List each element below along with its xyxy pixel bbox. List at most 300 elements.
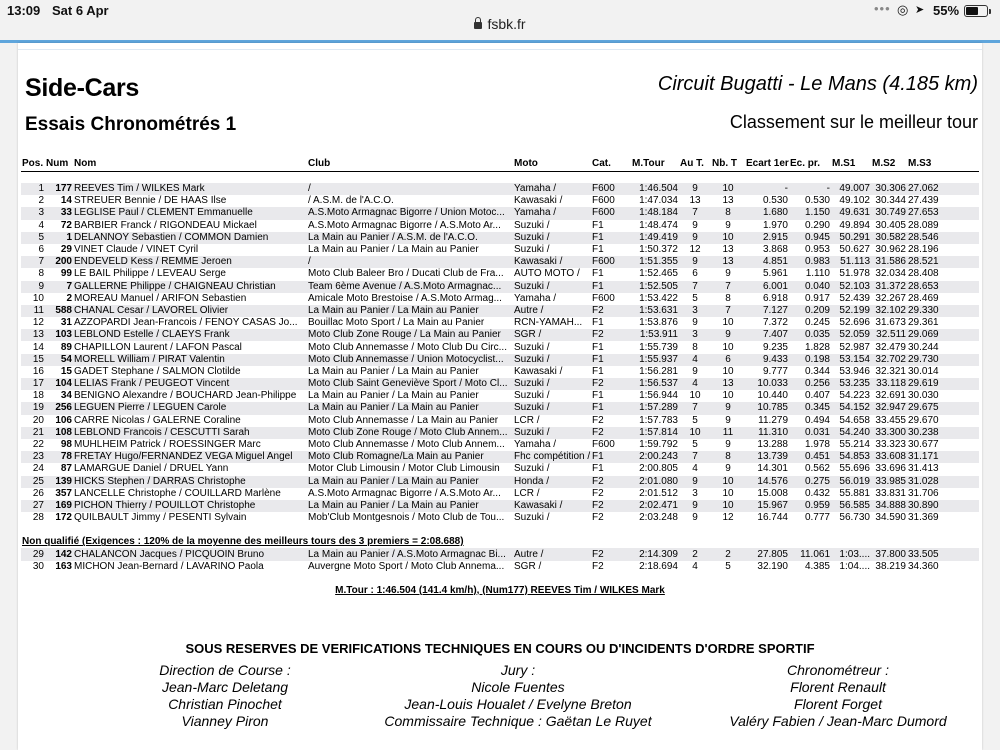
cell-gap-first: - xyxy=(745,183,789,195)
cell-gap-first: 10.785 xyxy=(745,402,789,414)
cell-moto: Suzuki / xyxy=(513,378,591,390)
official-role: Jury : xyxy=(500,662,536,678)
cell-s2: 33.985 xyxy=(871,476,907,488)
cell-gap-first: 5.961 xyxy=(762,268,788,280)
table-row xyxy=(21,390,979,402)
cell-name: LAMARGUE Daniel / DRUEL Yann xyxy=(74,463,229,475)
cell-at-lap: 12 xyxy=(689,244,701,256)
cell-gap-first: 32.190 xyxy=(757,560,788,572)
cell-best-lap: 1:46.504 xyxy=(631,183,679,195)
cell-s1: 56.019 xyxy=(831,476,871,488)
cell-club: Moto Club Annemasse / Union Motocyclist... xyxy=(307,354,513,366)
cell-cat: F1 xyxy=(591,232,631,244)
cell-gap-first: 9.433 xyxy=(745,354,789,366)
cell-at-lap: 9 xyxy=(679,500,711,512)
header-at-lap: Au T. xyxy=(679,157,711,171)
cell-s2: 33.323 xyxy=(875,439,906,451)
cell-pos: 14 xyxy=(32,341,44,353)
jury xyxy=(348,662,688,730)
cell-laps: 10 xyxy=(711,183,745,195)
header-s3: M.S3 xyxy=(907,157,979,171)
cell-num: 87 xyxy=(60,463,72,475)
cell-pos: 23 xyxy=(21,451,45,463)
cell-club: / xyxy=(307,256,513,268)
official-name: Jean-Marc Deletang xyxy=(161,679,289,695)
cell-laps: 13 xyxy=(722,195,734,207)
cell-name: GADET Stephane / SALMON Clotilde xyxy=(74,365,241,377)
cell-name: LEBLOND Estelle / CLAEYS Frank xyxy=(73,329,307,341)
cell-cat: F600 xyxy=(592,195,615,207)
cell-s3: 30.238 xyxy=(907,427,979,439)
cell-best-lap: 1:56.537 xyxy=(631,378,679,390)
cell-s3: 30.030 xyxy=(908,390,939,402)
cell-cat: F1 xyxy=(591,281,631,293)
header-pos: Pos. xyxy=(21,157,45,171)
spacer-row xyxy=(21,524,979,536)
cell-s1: 49.007 xyxy=(831,183,871,195)
cell-cat: F600 xyxy=(591,183,631,195)
cell-num: 200 xyxy=(45,256,73,268)
cell-cat: F600 xyxy=(592,439,615,451)
address-bar[interactable] xyxy=(0,16,1000,38)
cell-laps: 8 xyxy=(711,207,745,219)
cell-s1: 1:03.... xyxy=(831,548,871,560)
cell-best-lap: 1:52.465 xyxy=(639,268,678,280)
cell-club: La Main au Panier / La Main au Panier xyxy=(307,305,513,317)
cell-s2: 30.306 xyxy=(871,183,907,195)
cell-gap-prev: - xyxy=(789,183,831,195)
cell-moto: Autre / xyxy=(513,548,591,560)
cell-cat: F1 xyxy=(592,268,604,280)
cell-num: 256 xyxy=(45,402,73,414)
cell-s3: 28.546 xyxy=(907,232,979,244)
cell-best-lap: 2:18.694 xyxy=(639,560,678,572)
cell-s2: 30.405 xyxy=(875,219,906,231)
cell-s3: 31.028 xyxy=(907,476,979,488)
cell-cat: F2 xyxy=(591,548,631,560)
cell-moto: Yamaha / xyxy=(514,292,557,304)
cell-name: STREUER Bennie / DE HAAS Ilse xyxy=(74,195,227,207)
header-s2: M.S2 xyxy=(871,157,907,171)
cell-s2: 33.831 xyxy=(875,487,906,499)
cell-at-lap: 2 xyxy=(679,548,711,560)
cell-gap-prev: 1.978 xyxy=(804,439,830,451)
cell-moto: RCN-YAMAH... xyxy=(514,317,583,329)
cell-num: 357 xyxy=(55,487,72,499)
cell-club: Amicale Moto Brestoise / A.S.Moto Armag... xyxy=(308,292,502,304)
cell-best-lap: 1:47.034 xyxy=(639,195,678,207)
cell-cat: F1 xyxy=(591,354,631,366)
cell-club: La Main au Panier / La Main au Panier xyxy=(307,500,513,512)
cell-laps: 10 xyxy=(711,476,745,488)
cell-best-lap: 1:51.355 xyxy=(631,256,679,268)
cell-pos: 27 xyxy=(21,500,45,512)
cell-moto: Yamaha / xyxy=(513,207,591,219)
cell-gap-first: 27.805 xyxy=(745,548,789,560)
cell-num: 31 xyxy=(60,317,72,329)
header-gap-prev: Ec. pr. xyxy=(789,157,831,171)
cell-s1: 56.585 xyxy=(831,500,871,512)
cell-s2: 33.118 xyxy=(871,378,907,390)
cell-at-lap: 3 xyxy=(679,329,711,341)
cell-laps: 10 xyxy=(711,232,745,244)
cell-pos: 21 xyxy=(21,427,45,439)
cell-gap-prev: 0.562 xyxy=(804,463,830,475)
cell-at-lap: 13 xyxy=(689,195,701,207)
cell-s2: 30.344 xyxy=(875,195,906,207)
cell-s1: 55.214 xyxy=(839,439,870,451)
cell-club: Moto Club Romagne/La Main au Panier xyxy=(307,451,513,463)
cell-num: 54 xyxy=(45,354,73,366)
cell-at-lap: 10 xyxy=(679,427,711,439)
cell-gap-prev: 0.256 xyxy=(789,378,831,390)
best-lap-summary-row xyxy=(21,585,979,597)
cell-laps: 7 xyxy=(711,281,745,293)
table-row xyxy=(21,427,979,439)
cell-name: VINET Claude / VINET Cyril xyxy=(74,244,199,256)
cell-gap-prev: 11.061 xyxy=(789,548,831,560)
cell-laps: 13 xyxy=(711,378,745,390)
cell-gap-first: 3.868 xyxy=(762,244,788,256)
cell-club: La Main au Panier / A.S.M. de l'A.C.O. xyxy=(307,232,513,244)
cell-best-lap: 1:57.814 xyxy=(631,427,679,439)
cell-name: DELANNOY Sebastien / COMMON Damien xyxy=(73,232,307,244)
cell-s2: 32.321 xyxy=(875,365,906,377)
official-name: Nicole Fuentes xyxy=(471,679,565,695)
cell-name: REEVES Tim / WILKES Mark xyxy=(73,183,307,195)
cell-gap-first: 1.680 xyxy=(745,207,789,219)
table-row xyxy=(21,415,979,427)
cell-at-lap: 4 xyxy=(679,354,711,366)
cell-moto: Suzuki / xyxy=(514,390,550,402)
cell-moto: Suzuki / xyxy=(513,281,591,293)
cell-s2: 32.702 xyxy=(871,354,907,366)
cell-num: 177 xyxy=(45,183,73,195)
cell-laps: 7 xyxy=(711,305,745,317)
cell-best-lap: 1:53.911 xyxy=(631,329,679,341)
cell-s1: 52.696 xyxy=(839,317,870,329)
cell-s1: 49.631 xyxy=(831,207,871,219)
cell-gap-prev: 0.494 xyxy=(804,414,830,426)
cell-num: 139 xyxy=(45,476,73,488)
cell-s3: 29.619 xyxy=(907,378,979,390)
cell-laps: 9 xyxy=(711,329,745,341)
cell-pos: 9 xyxy=(21,281,45,293)
header-num: Num xyxy=(45,157,73,171)
cell-best-lap: 1:49.419 xyxy=(631,232,679,244)
cell-moto: LCR / xyxy=(514,414,540,426)
cell-gap-first: 15.008 xyxy=(757,487,788,499)
cell-num: 15 xyxy=(60,365,72,377)
cell-num: 89 xyxy=(60,341,72,353)
cell-best-lap: 1:57.289 xyxy=(631,402,679,414)
cell-cat: F1 xyxy=(592,365,604,377)
cell-gap-first: 6.918 xyxy=(762,292,788,304)
cell-at-lap: 9 xyxy=(679,476,711,488)
table-row xyxy=(21,378,979,390)
cell-cat: F2 xyxy=(592,414,604,426)
cell-name: HICKS Stephen / DARRAS Christophe xyxy=(73,476,307,488)
cell-name: BARBIER Franck / RIGONDEAU Mickael xyxy=(74,219,257,231)
cell-pos: 5 xyxy=(21,232,45,244)
cell-best-lap: 2:14.309 xyxy=(631,548,679,560)
cell-gap-first: 13.739 xyxy=(745,451,789,463)
cell-s3: 34.360 xyxy=(908,560,939,572)
cell-s3: 29.069 xyxy=(907,329,979,341)
table-row xyxy=(21,500,979,512)
cell-club: Team 6ème Avenue / A.S.Moto Armagnac... xyxy=(307,281,513,293)
cell-gap-first: 7.407 xyxy=(745,329,789,341)
cell-num: 172 xyxy=(55,512,72,524)
cell-at-lap: 5 xyxy=(692,292,698,304)
circuit-name: Circuit Bugatti - Le Mans (4.185 km) xyxy=(657,73,978,95)
official-name: Florent Renault xyxy=(790,679,886,695)
cell-s1: 53.946 xyxy=(839,365,870,377)
cell-cat: F2 xyxy=(591,476,631,488)
cell-gap-prev: 1.150 xyxy=(789,207,831,219)
cell-gap-first: 6.001 xyxy=(745,281,789,293)
cell-s1: 53.154 xyxy=(831,354,871,366)
cell-at-lap: 4 xyxy=(692,463,698,475)
cell-gap-prev: 0.945 xyxy=(789,232,831,244)
cell-gap-first: 14.301 xyxy=(757,463,788,475)
cell-num: 103 xyxy=(45,329,73,341)
cell-at-lap: 10 xyxy=(689,390,701,402)
cell-moto: Suzuki / xyxy=(514,463,550,475)
cell-moto: Kawasaki / xyxy=(514,195,563,207)
cell-s2: 31.673 xyxy=(875,317,906,329)
table-row xyxy=(21,341,979,353)
cell-gap-prev: 0.344 xyxy=(804,365,830,377)
cell-s1: 55.696 xyxy=(839,463,870,475)
multitask-dots-icon[interactable]: ••• xyxy=(874,1,891,16)
cell-num: 163 xyxy=(55,560,72,572)
official-role: Direction de Course : xyxy=(159,662,291,678)
cell-pos: 20 xyxy=(32,414,44,426)
official-name: Valéry Fabien / Jean-Marc Dumord xyxy=(729,713,947,729)
cell-best-lap: 1:52.505 xyxy=(631,281,679,293)
cell-cat: F1 xyxy=(592,341,604,353)
cell-gap-prev: 1.110 xyxy=(805,268,830,280)
cell-laps: 2 xyxy=(711,548,745,560)
cell-num: 98 xyxy=(60,439,72,451)
cell-moto: SGR / xyxy=(513,329,591,341)
cell-moto: Suzuki / xyxy=(513,427,591,439)
status-date: Sat 6 Apr xyxy=(52,3,109,18)
cell-gap-first: 14.576 xyxy=(745,476,789,488)
cell-s1: 51.978 xyxy=(839,268,870,280)
cell-at-lap: 9 xyxy=(692,317,698,329)
cell-club: Bouillac Moto Sport / La Main au Panier xyxy=(308,317,485,329)
cell-s2: 34.888 xyxy=(871,500,907,512)
lock-icon xyxy=(474,22,482,29)
cell-name: LEGLISE Paul / CLEMENT Emmanuelle xyxy=(73,207,307,219)
table-row xyxy=(21,451,979,463)
cell-s3: 27.439 xyxy=(908,195,939,207)
cell-pos: 26 xyxy=(32,487,44,499)
cell-gap-prev: 0.983 xyxy=(789,256,831,268)
cell-pos: 6 xyxy=(38,244,44,256)
cell-moto: Suzuki / xyxy=(514,219,550,231)
cell-pos: 12 xyxy=(32,317,44,329)
official-name: Jean-Louis Houalet / Evelyne Breton xyxy=(404,696,632,712)
cell-num: 1 xyxy=(45,232,73,244)
cell-gap-prev: 4.385 xyxy=(804,560,830,572)
cell-at-lap: 9 xyxy=(679,183,711,195)
cell-cat: F2 xyxy=(591,427,631,439)
official-name: Christian Pinochet xyxy=(168,696,282,712)
cell-at-lap: 7 xyxy=(679,207,711,219)
table-row xyxy=(21,329,979,341)
cell-s1: 53.235 xyxy=(831,378,871,390)
results-table xyxy=(21,157,979,597)
cell-club: La Main au Panier / La Main au Panier xyxy=(307,402,513,414)
cell-s3: 28.469 xyxy=(908,292,939,304)
table-row xyxy=(21,561,979,573)
cell-s1: 50.291 xyxy=(831,232,871,244)
non-qualified-label: Non qualifié (Exigences : 120% de la moyenne des meilleurs tours des 3 premiers = 2:08.688) xyxy=(22,536,464,548)
cell-laps: 8 xyxy=(725,292,731,304)
cell-num: 108 xyxy=(45,427,73,439)
pdf-page xyxy=(18,43,982,750)
location-icon: ➤ xyxy=(915,4,925,16)
cell-s3: 30.890 xyxy=(907,500,979,512)
cell-laps: 13 xyxy=(722,244,734,256)
cell-club: La Main au Panier / La Main au Panier xyxy=(307,476,513,488)
table-row xyxy=(21,402,979,414)
cell-gap-prev: 0.035 xyxy=(789,329,831,341)
cell-cat: F2 xyxy=(592,512,604,524)
cell-at-lap: 4 xyxy=(692,560,698,572)
cell-cat: F2 xyxy=(591,305,631,317)
cell-club: Moto Club Annemasse / La Main au Panier xyxy=(308,414,499,426)
cell-name: GALLERNE Philippe / CHAIGNEAU Christian xyxy=(73,281,307,293)
cell-at-lap: 7 xyxy=(679,402,711,414)
cell-gap-prev: 0.432 xyxy=(804,487,830,499)
cell-num: 78 xyxy=(45,451,73,463)
cell-gap-first: 13.288 xyxy=(757,439,788,451)
table-row xyxy=(21,256,979,268)
cell-gap-prev: 0.040 xyxy=(789,281,831,293)
cell-s2: 31.372 xyxy=(871,281,907,293)
cell-s1: 50.627 xyxy=(839,244,870,256)
cell-name: CHAPILLON Laurent / LAFON Pascal xyxy=(74,341,242,353)
cell-cat: F1 xyxy=(591,451,631,463)
cell-s3: 30.014 xyxy=(908,365,939,377)
cell-s1: 52.103 xyxy=(831,281,871,293)
cell-pos: 16 xyxy=(32,365,44,377)
cell-s3: 29.670 xyxy=(908,414,939,426)
cell-s3: 27.062 xyxy=(907,183,979,195)
cell-name: LE BAIL Philippe / LEVEAU Serge xyxy=(74,268,226,280)
cell-laps: 9 xyxy=(725,219,731,231)
cell-num: 104 xyxy=(45,378,73,390)
cell-club: / xyxy=(307,183,513,195)
cell-s2: 33.608 xyxy=(871,451,907,463)
cell-s3: 31.706 xyxy=(908,487,939,499)
cell-best-lap: 1:48.474 xyxy=(639,219,678,231)
cell-best-lap: 1:59.792 xyxy=(639,439,678,451)
cell-s3: 29.675 xyxy=(907,402,979,414)
cell-gap-prev: 0.530 xyxy=(804,195,830,207)
cell-s2: 33.300 xyxy=(871,427,907,439)
cell-name: PICHON Thierry / POUILLOT Christophe xyxy=(73,500,307,512)
cell-name: LELIAS Frank / PEUGEOT Vincent xyxy=(73,378,307,390)
cell-cat: F2 xyxy=(592,560,604,572)
header-club: Club xyxy=(307,157,513,171)
cell-gap-first: 11.279 xyxy=(758,414,788,426)
cell-moto: Kawasaki / xyxy=(513,256,591,268)
cell-gap-prev: 0.917 xyxy=(804,292,830,304)
cell-s1: 52.059 xyxy=(831,329,871,341)
classification-title: Classement sur le meilleur tour xyxy=(729,112,978,132)
cell-laps: 10 xyxy=(722,317,734,329)
cell-best-lap: 1:53.631 xyxy=(631,305,679,317)
table-row xyxy=(21,244,979,256)
cell-pos: 29 xyxy=(21,548,45,560)
header-best-lap: M.Tour xyxy=(631,157,679,171)
cell-s2: 30.962 xyxy=(875,244,906,256)
cell-at-lap: 8 xyxy=(692,341,698,353)
cell-at-lap: 9 xyxy=(679,256,711,268)
cell-s2: 32.034 xyxy=(875,268,906,280)
cell-moto: Suzuki / xyxy=(513,402,591,414)
url-text: fsbk.fr xyxy=(487,16,526,32)
cell-name: MICHON Jean-Bernard / LAVARINO Paola xyxy=(74,560,264,572)
official-name: Commissaire Technique : Gaëtan Le Ruyet xyxy=(384,713,652,729)
cell-moto: Kawasaki / xyxy=(513,500,591,512)
cell-s2: 33.696 xyxy=(875,463,906,475)
cell-moto: LCR / xyxy=(514,487,540,499)
cell-name: LANCELLE Christophe / COUILLARD Marlène xyxy=(74,487,281,499)
cell-cat: F2 xyxy=(591,500,631,512)
cell-moto: Suzuki / xyxy=(514,341,550,353)
cell-num: 169 xyxy=(45,500,73,512)
cell-s2: 32.947 xyxy=(871,402,907,414)
cell-moto: Honda / xyxy=(513,476,591,488)
cell-gap-first: 10.033 xyxy=(745,378,789,390)
cell-laps: 8 xyxy=(711,451,745,463)
cell-pos: 18 xyxy=(32,390,44,402)
cell-s3: 28.408 xyxy=(908,268,939,280)
timekeepers xyxy=(698,662,978,730)
cell-gap-first: 9.777 xyxy=(762,365,788,377)
cell-moto: Suzuki / xyxy=(513,232,591,244)
cell-cat: F1 xyxy=(592,463,604,475)
cell-gap-prev: 0.345 xyxy=(789,402,831,414)
cell-s1: 54.658 xyxy=(839,414,870,426)
cell-pos: 10 xyxy=(32,292,44,304)
official-name: Vianney Piron xyxy=(181,713,269,729)
cell-laps: 13 xyxy=(711,256,745,268)
cell-club: A.S.Moto Armagnac Bigorre / A.S.Moto Ar... xyxy=(308,487,501,499)
cell-best-lap: 1:56.944 xyxy=(639,390,678,402)
table-row xyxy=(21,463,979,475)
cell-at-lap: 5 xyxy=(692,439,698,451)
cell-laps: 11 xyxy=(711,427,745,439)
cell-pos: 2 xyxy=(38,195,44,207)
header-moto: Moto xyxy=(513,157,591,171)
cell-num: 14 xyxy=(60,195,72,207)
cell-pos: 22 xyxy=(32,439,44,451)
cell-name: AZZOPARDI Jean-Francois / FENOY CASAS Jo... xyxy=(74,317,298,329)
cell-name: CHALANCON Jacques / PICQUOIN Bruno xyxy=(73,548,307,560)
cell-laps: 9 xyxy=(725,439,731,451)
cell-s2: 32.267 xyxy=(875,292,906,304)
cell-s2: 37.800 xyxy=(871,548,907,560)
cell-at-lap: 7 xyxy=(679,451,711,463)
cell-s1: 54.223 xyxy=(839,390,870,402)
